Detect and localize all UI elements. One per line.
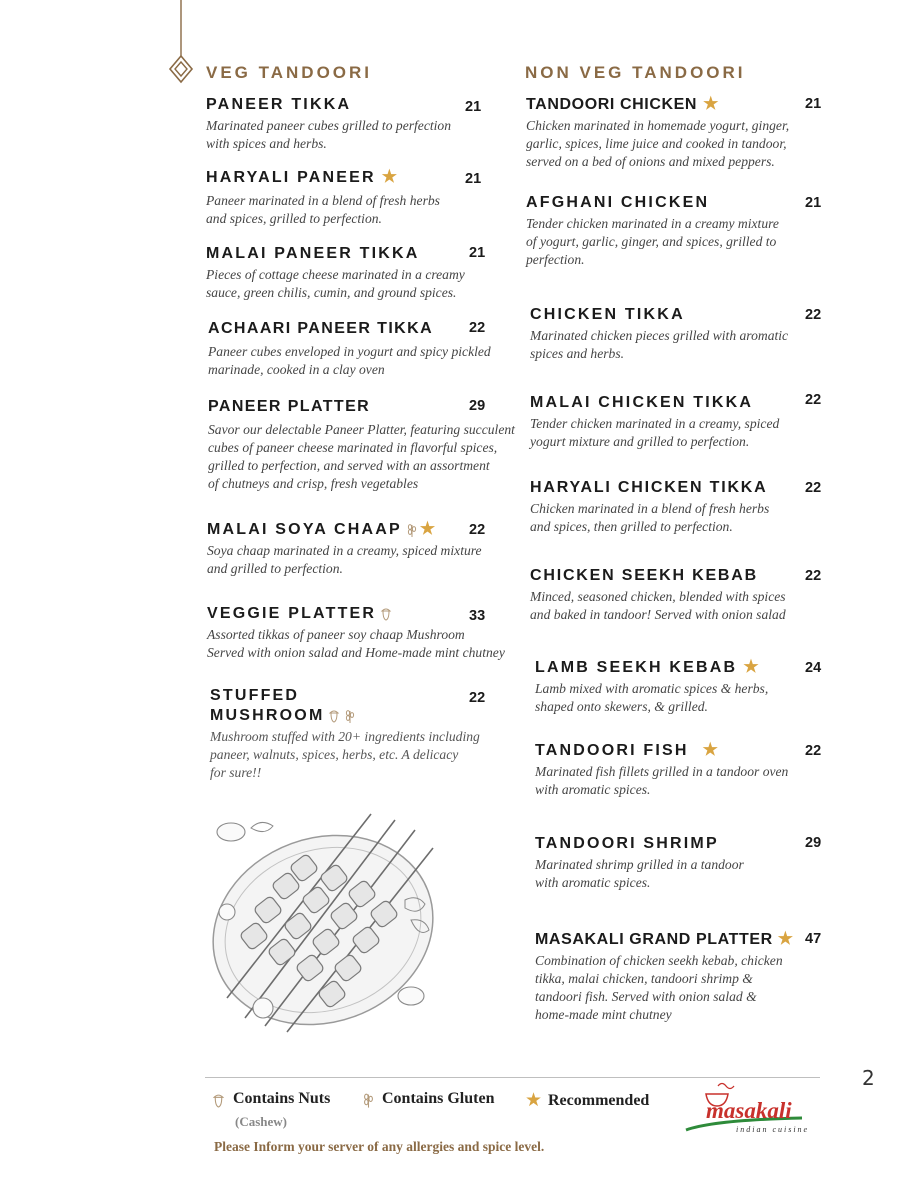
item-price: 22	[469, 320, 486, 336]
item-name: MALAI SOYA CHAAP	[207, 521, 402, 538]
recommended-star-icon: ★	[381, 167, 398, 186]
logo-tagline: indian cuisine	[736, 1125, 810, 1134]
item-description: Soya chaap marinated in a creamy, spiced mixture and grilled to perfection.	[207, 543, 482, 576]
item-price: 22	[469, 522, 486, 538]
item-name: MALAI PANEER TIKKA	[206, 245, 420, 262]
menu-item-tandoori-fish	[535, 740, 825, 799]
legend-contains-nuts: Contains Nuts	[233, 1090, 331, 1107]
item-description: Chicken marinated in homemade yogurt, ginger, garlic, spices, lime juice and cooked in tandoor, served on a bed of onions and mixed peppers.	[526, 118, 790, 169]
item-name: STUFFED MUSHROOM	[210, 687, 325, 724]
item-description: Marinated chicken pieces grilled with aromatic spices and herbs.	[530, 328, 789, 361]
item-description: Marinated fish fillets grilled in a tandoor oven with aromatic spices.	[535, 764, 789, 797]
item-price: 22	[805, 743, 822, 759]
menu-item-afghani-chicken	[526, 193, 816, 269]
item-name: TANDOORI FISH	[535, 742, 689, 759]
item-price: 33	[469, 608, 486, 624]
logo-wordmark: masakali	[706, 1098, 792, 1123]
menu-item-malai-chicken-tikka	[530, 393, 820, 451]
item-name: LAMB SEEKH KEBAB	[535, 659, 738, 676]
item-price: 22	[805, 307, 822, 323]
item-description: Mushroom stuffed with 20+ ingredients including paneer, walnuts, spices, herbs, etc. A delicacy for sure!!	[210, 729, 480, 780]
allergy-notice: Please Inform your server of any allergies and spice level.	[214, 1139, 545, 1154]
masakali-logo	[684, 1080, 812, 1138]
legend-nuts-note: (Cashew)	[235, 1114, 287, 1129]
item-name: CHICKEN TIKKA	[530, 306, 685, 323]
gluten-wheat-icon	[344, 708, 356, 724]
item-price: 21	[465, 99, 482, 115]
menu-item-lamb-seekh-kebab	[535, 657, 825, 716]
nuts-acorn-icon	[328, 708, 340, 723]
gluten-wheat-icon	[406, 522, 418, 538]
item-description: Minced, seasoned chicken, blended with spices and baked in tandoor! Served with onion salad	[530, 589, 786, 622]
item-name: ACHAARI PANEER TIKKA	[208, 320, 434, 337]
item-name: HARYALI CHICKEN TIKKA	[530, 479, 768, 496]
item-description: Paneer cubes enveloped in yogurt and spicy pickled marinade, cooked in a clay oven	[208, 344, 491, 377]
item-price: 29	[469, 398, 486, 414]
item-name: TANDOORI CHICKEN	[526, 96, 698, 113]
gluten-wheat-icon	[362, 1091, 375, 1109]
item-price: 21	[469, 245, 486, 261]
nonveg-section-title: NON VEG TANDOORI	[525, 63, 746, 82]
item-price: 21	[805, 195, 822, 211]
menu-item-tandoori-shrimp	[535, 834, 825, 892]
item-name: PANEER PLATTER	[208, 398, 371, 415]
recommended-star-icon: ★	[525, 1090, 543, 1111]
item-name: TANDOORI SHRIMP	[535, 835, 719, 852]
item-description: Chicken marinated in a blend of fresh herbs and spices, then grilled to perfection.	[530, 501, 770, 534]
item-price: 22	[805, 480, 822, 496]
footer-divider	[205, 1077, 820, 1078]
recommended-star-icon: ★	[419, 519, 436, 538]
item-price: 21	[805, 96, 822, 112]
item-price: 47	[805, 931, 822, 947]
item-description: Tender chicken marinated in a creamy, spiced yogurt mixture and grilled to perfection.	[530, 416, 780, 449]
recommended-star-icon: ★	[743, 657, 759, 676]
legend-contains-gluten: Contains Gluten	[382, 1090, 495, 1107]
item-description: Lamb mixed with aromatic spices & herbs, shaped onto skewers, & grilled.	[535, 681, 769, 714]
item-description: Savor our delectable Paneer Platter, featuring succulent cubes of paneer cheese marinated in flavorful spices, grilled to perfection, and served with an assortment of chutneys and crisp, fresh vegetables	[208, 422, 515, 491]
legend-recommended: Recommended	[548, 1092, 650, 1109]
item-price: 24	[805, 660, 822, 676]
page-number: 2	[862, 1066, 875, 1090]
item-name: HARYALI PANEER	[206, 169, 376, 186]
menu-item-masakali-grand-platter	[535, 929, 825, 1024]
item-name: MASAKALI GRAND PLATTER	[535, 931, 773, 948]
menu-item-chicken-seekh-kebab	[530, 566, 820, 624]
item-price: 22	[805, 392, 822, 408]
menu-item-tandoori-chicken	[526, 94, 816, 171]
veg-section-title: VEG TANDOORI	[206, 63, 373, 82]
item-description: Assorted tikkas of paneer soy chaap Mushroom Served with onion salad and Home-made mint chutney	[207, 627, 505, 660]
item-name: MALAI CHICKEN TIKKA	[530, 394, 754, 411]
ornament-diamond-icon	[163, 0, 199, 92]
item-description: Marinated shrimp grilled in a tandoor with aromatic spices.	[535, 857, 744, 890]
item-description: Paneer marinated in a blend of fresh herbs and spices, grilled to perfection.	[206, 193, 440, 226]
item-name: VEGGIE PLATTER	[207, 605, 377, 622]
menu-item-chicken-tikka	[530, 305, 820, 363]
recommended-star-icon: ★	[703, 94, 719, 113]
nuts-acorn-icon	[212, 1091, 225, 1109]
item-name: PANEER TIKKA	[206, 96, 352, 113]
item-name: AFGHANI CHICKEN	[526, 194, 710, 211]
item-name: CHICKEN SEEKH KEBAB	[530, 567, 758, 584]
item-price: 21	[465, 171, 482, 187]
item-description: Tender chicken marinated in a creamy mixture of yogurt, garlic, ginger, and spices, grilled to perfection.	[526, 216, 779, 267]
item-description: Combination of chicken seekh kebab, chicken tikka, malai chicken, tandoori shrimp & tandoori fish. Served with onion salad & home-made mint chutney	[535, 953, 783, 1022]
item-description: Pieces of cottage cheese marinated in a creamy sauce, green chilis, cumin, and ground spices.	[206, 267, 465, 300]
nuts-acorn-icon	[380, 606, 392, 621]
item-price: 22	[805, 568, 822, 584]
item-price: 22	[469, 690, 486, 706]
menu-item-haryali-chicken-tikka	[530, 478, 820, 536]
recommended-star-icon: ★	[777, 929, 794, 948]
item-price: 29	[805, 835, 822, 851]
kebab-platter-illustration	[205, 808, 445, 1040]
recommended-star-icon: ★	[702, 740, 718, 759]
menu-item-stuffed-mushroom	[210, 686, 510, 782]
item-description: Marinated paneer cubes grilled to perfection with spices and herbs.	[206, 118, 452, 151]
